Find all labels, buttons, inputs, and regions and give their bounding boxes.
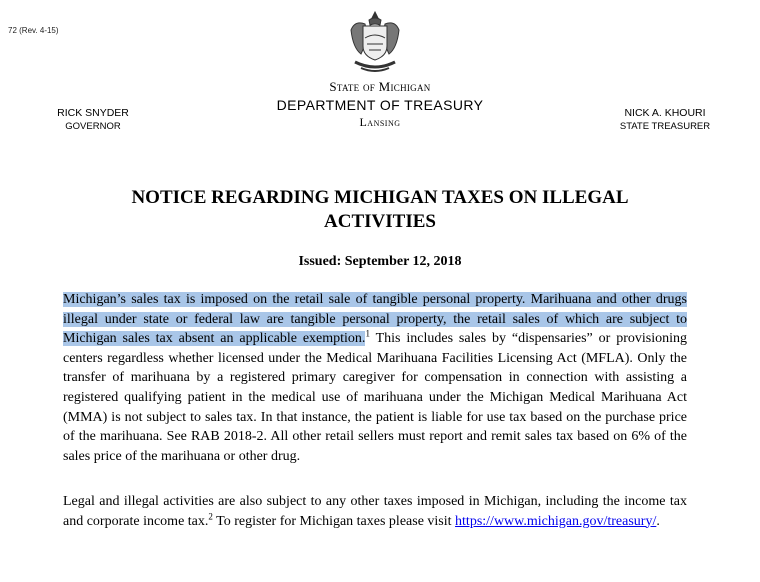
treasurer-block [610,106,720,134]
treasury-link[interactable]: https://www.michigan.gov/treasury/ [455,513,657,529]
paragraph-2-cont: To register for Michigan taxes please visit [212,513,456,529]
form-number: 72 (Rev. 4-15) [8,26,59,35]
selected-text[interactable]: Michigan’s sales tax is imposed on the retail sale of tangible personal property. Marihuana and other drugs illegal under state or federal law are tangible personal property, the retail sales of which are subject to Michigan sales tax absent an applicable exemption. [63,292,687,347]
treasurer-title: STATE TREASURER [619,121,711,132]
paragraph-2-end: . [656,513,660,529]
issued-date: Issued: September 12, 2018 [298,254,462,269]
footnote-2: 2 [208,510,213,521]
governor-name: RICK SNYDER [57,107,129,119]
notice-title: NOTICE REGARDING MICHIGAN TAXES ON ILLEGAL ACTIVITIES [131,187,629,232]
paragraph-1-body: This includes sales by “dispensaries” or provisioning centers regardless whether licensed under the Medical Marihuana Facilities Licensing Act (MFLA). Only the transfer of marihuana by a registered primary caregiver for compensation in connection with assisting a registered qualifying patient in the medical use of marihuana under the Michigan Medical Marihuana Act (MMA) is not subject to sales tax. In that instance, the patient is liable for use tax based on the purchase price of the marihuana. See RAB 2018-2. All other retail sellers must report and remit sales tax based on 6% of the sales price of the marihuana or other drug. [63,331,687,464]
paragraph-2-body: Legal and illegal activities are also subject to any other taxes imposed in Michigan, including the income tax and corporate income tax. [63,494,687,529]
paragraph-sales-tax [63,290,687,466]
footnote-1: 1 [365,328,370,339]
city-name: Lansing [359,115,401,129]
treasurer-name: NICK A. KHOURI [624,107,706,119]
state-seal-icon [343,8,407,78]
department-name: DEPARTMENT OF TREASURY [276,97,484,113]
governor-block [48,106,138,134]
paragraph-other-taxes [63,492,687,531]
state-name: State of Michigan [329,79,431,94]
governor-title: GOVERNOR [65,121,121,132]
